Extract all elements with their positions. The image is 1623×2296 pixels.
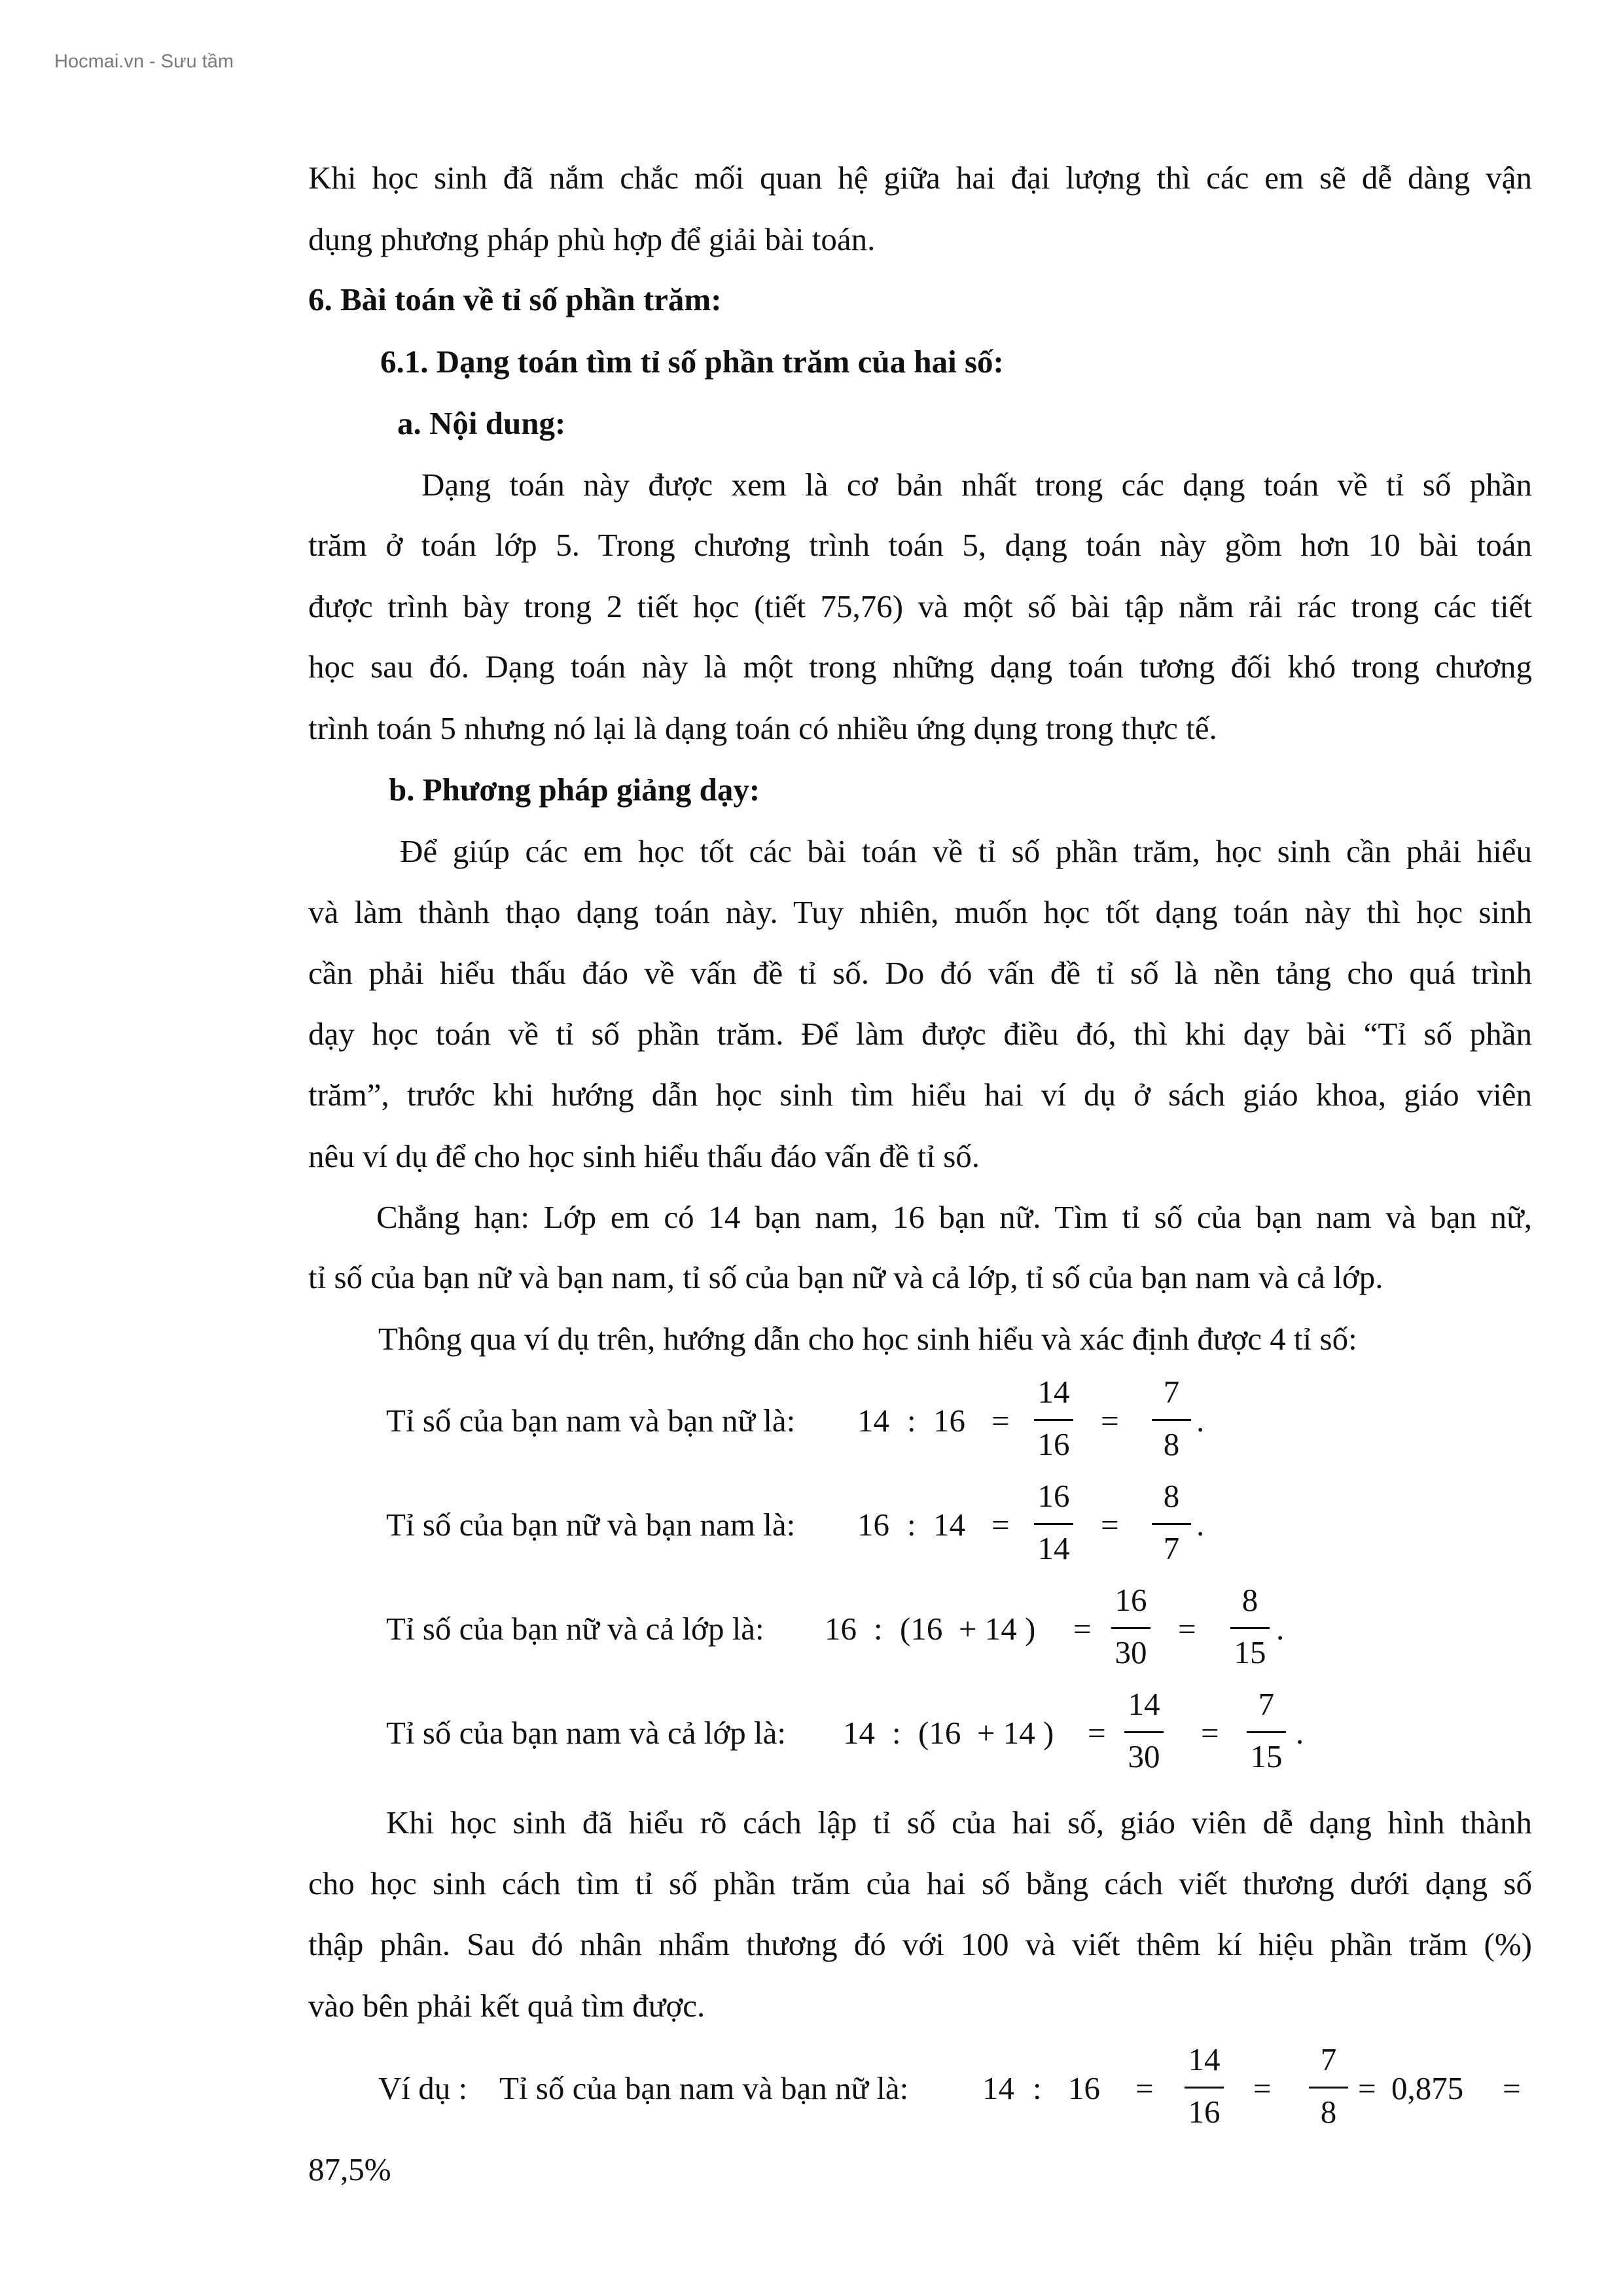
equation-label: Tỉ số của bạn nam và cả lớp là: xyxy=(386,1715,786,1751)
fraction-denominator: 14 xyxy=(1037,1530,1070,1566)
equation-colon: : xyxy=(874,1611,883,1647)
equals-sign: = xyxy=(1178,1611,1196,1647)
equation-operand: 14 xyxy=(933,1507,965,1543)
fraction-bar xyxy=(1309,2087,1348,2089)
period: . xyxy=(1196,1403,1205,1439)
equation-operand: 14 xyxy=(857,1403,889,1439)
text-line: trăm ở toán lớp 5. Trong chương trình toán 5, dạng toán này gồm hơn 10 bài toán xyxy=(308,527,1532,563)
fraction xyxy=(1178,2039,1230,2137)
equation-operand: 16 xyxy=(933,1403,965,1439)
equation-operand: 14 xyxy=(982,2070,1014,2106)
fraction xyxy=(1145,1475,1198,1573)
subsection-heading: 6.1. Dạng toán tìm tỉ số phần trăm của hai số: xyxy=(380,344,1004,380)
fraction-denominator: 30 xyxy=(1115,1634,1147,1670)
fraction-denominator: 7 xyxy=(1163,1530,1180,1566)
fraction xyxy=(1027,1475,1080,1573)
fraction-bar xyxy=(1034,1523,1073,1525)
equals-sign: = xyxy=(991,1403,1010,1439)
fraction-numerator: 8 xyxy=(1241,1582,1258,1618)
section-heading: 6. Bài toán về tỉ số phần trăm: xyxy=(308,281,722,317)
period: . xyxy=(1276,1611,1285,1647)
decimal-value: 0,875 xyxy=(1391,2070,1464,2106)
fraction-numerator: 16 xyxy=(1115,1582,1147,1618)
equals-sign: = xyxy=(1073,1611,1092,1647)
text-line: vào bên phải kết quả tìm được. xyxy=(308,1988,705,2024)
fraction xyxy=(1240,1683,1293,1782)
fraction xyxy=(1145,1371,1198,1469)
fraction-bar xyxy=(1230,1627,1270,1629)
example-equation xyxy=(378,2039,1556,2144)
fraction-bar xyxy=(1111,1627,1150,1629)
fraction-bar xyxy=(1247,1731,1286,1733)
text-line: thập phân. Sau đó nhân nhẩm thương đó với 100 và viết thêm kí hiệu phần trăm (%) xyxy=(308,1926,1532,1962)
period: . xyxy=(1296,1715,1304,1751)
text-line: Khi học sinh đã hiểu rõ cách lập tỉ số của hai số, giáo viên dễ dạng hình thành xyxy=(386,1804,1532,1840)
text-line: Dạng toán này được xem là cơ bản nhất trong các dạng toán về tỉ số phần xyxy=(421,467,1532,503)
fraction-numerator: 8 xyxy=(1163,1478,1180,1514)
fraction-denominator: 8 xyxy=(1163,1426,1180,1462)
text-line: Khi học sinh đã nắm chắc mối quan hệ giữa hai đại lượng thì các em sẽ dễ dàng vận xyxy=(308,160,1532,196)
fraction xyxy=(1224,1579,1276,1677)
equals-sign: = xyxy=(1101,1403,1119,1439)
fraction xyxy=(1105,1579,1157,1677)
ratio-equation xyxy=(386,1579,1368,1684)
text-line: dạy học toán về tỉ số phần trăm. Để làm được điều đó, thì khi dạy bài “Tỉ số phần xyxy=(308,1016,1532,1052)
watermark: Hocmai.vn - Sưu tầm xyxy=(54,51,234,72)
fraction-bar xyxy=(1124,1731,1164,1733)
text-line: dụng phương pháp phù hợp để giải bài toán. xyxy=(308,221,876,257)
text-line: và làm thành thạo dạng toán này. Tuy nhiên, muốn học tốt dạng toán này thì học sinh xyxy=(308,894,1532,930)
fraction-numerator: 7 xyxy=(1258,1686,1275,1722)
equation-label: Tỉ số của bạn nam và bạn nữ là: xyxy=(499,2070,909,2106)
ratio-equation xyxy=(386,1683,1368,1788)
equation-colon: : xyxy=(907,1403,916,1439)
ratio-equation xyxy=(386,1371,1368,1476)
equals-sign: = xyxy=(1135,2070,1154,2106)
ratio-equation xyxy=(386,1475,1368,1580)
equation-colon: : xyxy=(907,1507,916,1543)
fraction-numerator: 14 xyxy=(1128,1686,1160,1722)
equation-operand: (16 + 14 ) xyxy=(900,1611,1036,1647)
fraction xyxy=(1118,1683,1170,1782)
equation-colon: : xyxy=(892,1715,901,1751)
equation-operand: (16 + 14 ) xyxy=(918,1715,1054,1751)
fraction-numerator: 14 xyxy=(1037,1374,1070,1410)
text-line: học sau đó. Dạng toán này là một trong những dạng toán tương đối khó trong chương xyxy=(308,649,1532,685)
fraction-numerator: 7 xyxy=(1320,2041,1337,2077)
equation-operand: 16 xyxy=(1068,2070,1100,2106)
fraction-bar xyxy=(1185,2087,1224,2089)
fraction xyxy=(1302,2039,1355,2137)
equals-sign: = xyxy=(1201,1715,1219,1751)
subheading-method: b. Phương pháp giảng dạy: xyxy=(389,772,760,808)
equation-operand: 16 xyxy=(857,1507,889,1543)
text-line: cần phải hiểu thấu đáo về vấn đề tỉ số. Do đó vấn đề tỉ số là nền tảng cho quá trình xyxy=(308,955,1532,991)
fraction xyxy=(1027,1371,1080,1469)
text-line: Để giúp các em học tốt các bài toán về tỉ số phần trăm, học sinh cần phải hiểu xyxy=(400,833,1532,869)
text-line: trình toán 5 nhưng nó lại là dạng toán có nhiều ứng dụng trong thực tế. xyxy=(308,710,1217,746)
fraction-denominator: 16 xyxy=(1188,2094,1221,2130)
text-line: Chẳng hạn: Lớp em có 14 bạn nam, 16 bạn nữ. Tìm tỉ số của bạn nam và bạn nữ, xyxy=(376,1199,1532,1235)
text-line: trăm”, trước khi hướng dẫn học sinh tìm hiểu hai ví dụ ở sách giáo khoa, giáo viên xyxy=(308,1077,1532,1113)
equation-operand: 14 xyxy=(843,1715,875,1751)
equals-sign: = xyxy=(1253,2070,1272,2106)
fraction-denominator: 15 xyxy=(1250,1738,1283,1774)
fraction-denominator: 16 xyxy=(1037,1426,1070,1462)
fraction-denominator: 30 xyxy=(1128,1738,1160,1774)
equation-label: Tỉ số của bạn nữ và cả lớp là: xyxy=(386,1611,764,1647)
text-line: Thông qua ví dụ trên, hướng dẫn cho học sinh hiểu và xác định được 4 tỉ số: xyxy=(378,1321,1357,1357)
equation-label: Tỉ số của bạn nam và bạn nữ là: xyxy=(386,1403,796,1439)
fraction-denominator: 8 xyxy=(1320,2094,1337,2130)
text-line: nêu ví dụ để cho học sinh hiểu thấu đáo vấn đề tỉ số. xyxy=(308,1138,980,1174)
equals-sign: = xyxy=(1358,2070,1376,2106)
fraction-bar xyxy=(1034,1419,1073,1421)
fraction-numerator: 7 xyxy=(1163,1374,1180,1410)
example-result: 87,5% xyxy=(308,2151,391,2187)
period: . xyxy=(1196,1507,1205,1543)
equation-label: Tỉ số của bạn nữ và bạn nam là: xyxy=(386,1507,796,1543)
fraction-numerator: 14 xyxy=(1188,2041,1221,2077)
equation-colon: : xyxy=(1033,2070,1042,2106)
equals-sign: = xyxy=(1503,2070,1521,2106)
fraction-bar xyxy=(1152,1419,1191,1421)
text-line: cho học sinh cách tìm tỉ số phần trăm của hai số bằng cách viết thương dưới dạng số xyxy=(308,1865,1532,1901)
text-line: tỉ số của bạn nữ và bạn nam, tỉ số của bạn nữ và cả lớp, tỉ số của bạn nam và cả lớp. xyxy=(308,1259,1383,1295)
equals-sign: = xyxy=(1088,1715,1106,1751)
equals-sign: = xyxy=(1101,1507,1119,1543)
example-prefix: Ví dụ : xyxy=(378,2070,468,2106)
fraction-bar xyxy=(1152,1523,1191,1525)
fraction-denominator: 15 xyxy=(1234,1634,1266,1670)
text-line: được trình bày trong 2 tiết học (tiết 75,76) và một số bài tập nằm rải rác trong các tiết xyxy=(308,588,1532,624)
equals-sign: = xyxy=(991,1507,1010,1543)
fraction-numerator: 16 xyxy=(1037,1478,1070,1514)
equation-operand: 16 xyxy=(825,1611,857,1647)
subheading-content: a. Nội dung: xyxy=(397,405,566,441)
